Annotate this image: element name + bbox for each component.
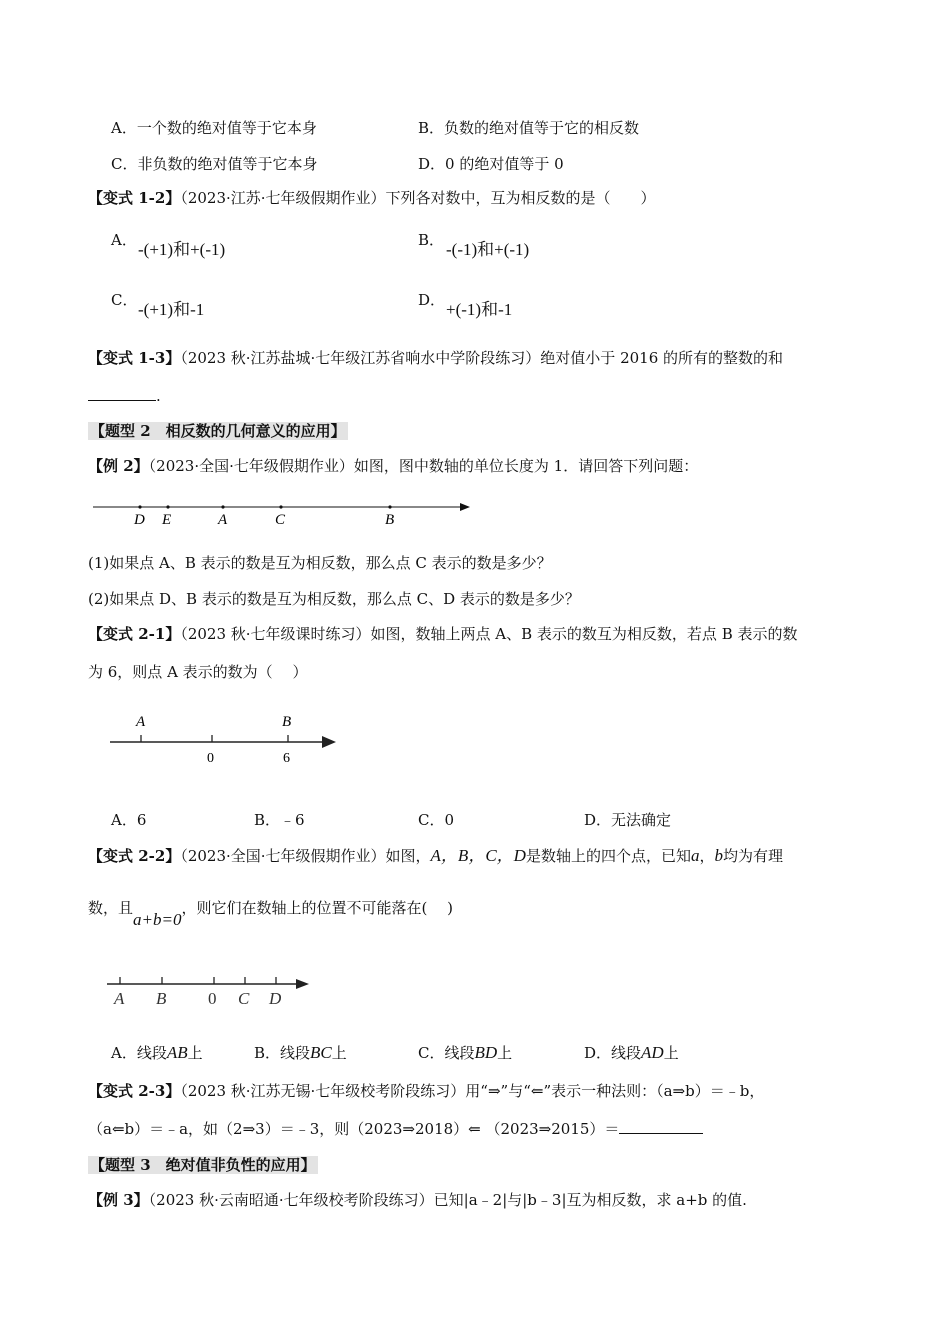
option-d xyxy=(584,1043,679,1063)
section-heading-type3 xyxy=(88,1155,318,1175)
option-a xyxy=(111,1043,203,1063)
question-label: 【变式 1-2】 xyxy=(88,189,181,207)
axis-label-b: B xyxy=(156,989,167,1008)
sub-question-2: (2)如果点 D、B 表示的数是互为相反数，那么点 C、D 表示的数是多少？ xyxy=(88,590,580,608)
option-d-expr: +(-1)和-1 xyxy=(446,300,513,319)
option-b-label: B．线段 xyxy=(254,1044,311,1062)
on-label: 上 xyxy=(331,1044,347,1062)
example-label: 【例 2】 xyxy=(88,457,149,475)
var-a: a xyxy=(690,846,700,865)
axis-point-e: E xyxy=(162,512,172,528)
segment-ad: AD xyxy=(641,1043,664,1062)
question-text-mid: 是数轴上的四个点，已知 xyxy=(525,847,691,865)
example-3 xyxy=(88,1190,747,1210)
option-a-label: A． xyxy=(111,231,137,249)
option-a-expr: -(+1)和+(-1) xyxy=(138,240,226,259)
question-text-post: 均为有理 xyxy=(722,847,783,865)
axis-label-six: 6 xyxy=(283,751,290,766)
option-d: D．0 的绝对值等于 0 xyxy=(418,155,564,173)
line2-post: ，则它们在数轴上的位置不可能落在( ) xyxy=(181,899,453,917)
example-label: 【例 3】 xyxy=(88,1191,149,1209)
segment-bd: BD xyxy=(474,1043,498,1062)
axis-point-b: B xyxy=(385,512,395,528)
option-b-expr: -(-1)和+(-1) xyxy=(446,240,530,259)
option-a-label: A．线段 xyxy=(111,1044,167,1062)
axis-label-zero: 0 xyxy=(207,751,214,766)
line2-pre: 数，且 xyxy=(88,899,134,917)
comma: ， xyxy=(699,847,715,865)
points-expr: A，B，C，D xyxy=(430,846,526,865)
condition-expr: a+b=0 xyxy=(133,910,182,929)
question-v2-3-line2 xyxy=(88,1119,703,1139)
option-a: A．一个数的绝对值等于它本身 xyxy=(111,119,317,137)
question-label: 【变式 2-2】 xyxy=(88,847,181,865)
option-c-expr: -(+1)和-1 xyxy=(138,300,205,319)
option-c: C．0 xyxy=(418,811,455,829)
option-c: C．非负数的绝对值等于它本身 xyxy=(111,155,318,173)
example-text: （2023 秋·云南昭通·七年级校考阶段练习）已知|a﹣2|与|b﹣3|互为相反数，求 a+b 的值. xyxy=(148,1191,747,1209)
question-text-2: （a⇐b）＝﹣a，如（2⇒3）＝﹣3，则（2023⇒2018）⇐ （2023⇒2015）＝ xyxy=(88,1120,620,1138)
option-b-label: B． xyxy=(418,231,445,249)
segment-bc: BC xyxy=(310,1043,332,1062)
section-heading: 【题型 2 相反数的几何意义的应用】 xyxy=(90,422,346,440)
example-text: （2023·全国·七年级假期作业）如图，图中数轴的单位长度为 1．请回答下列问题： xyxy=(148,457,699,475)
axis-label-d: D xyxy=(269,989,282,1008)
option-a: A．6 xyxy=(111,811,147,829)
axis-point-c: C xyxy=(275,512,286,528)
option-c-label: C．线段 xyxy=(418,1044,475,1062)
option-c xyxy=(418,1043,512,1063)
on-label: 上 xyxy=(497,1044,513,1062)
question-text: （2023 秋·江苏盐城·七年级江苏省响水中学阶段练习）绝对值小于 2016 的所有的整数的和 xyxy=(180,349,784,367)
var-b: b xyxy=(714,846,723,865)
segment-ab: AB xyxy=(166,1043,188,1062)
option-b xyxy=(254,1043,347,1063)
option-b: B．负数的绝对值等于它的相反数 xyxy=(418,119,640,137)
on-label: 上 xyxy=(187,1044,203,1062)
option-d-label: D． xyxy=(418,291,446,309)
axis-point-d: D xyxy=(134,512,145,528)
on-label: 上 xyxy=(663,1044,679,1062)
question-text: （2023·江苏·七年级假期作业）下列各对数中，互为相反数的是（ ） xyxy=(180,189,656,207)
question-text: （2023·全国·七年级假期作业）如图， xyxy=(180,847,431,865)
question-v2-3 xyxy=(88,1081,764,1101)
question-text: （2023 秋·江苏无锡·七年级校考阶段练习）用“⇒”与“⇐”表示一种法则：（a⇒b）＝﹣b， xyxy=(180,1082,765,1100)
blank-tail: . xyxy=(156,387,161,405)
question-text: （2023 秋·七年级课时练习）如图，数轴上两点 A、B 表示的数互为相反数，若点 B 表示的数 xyxy=(180,625,798,643)
option-d: D．无法确定 xyxy=(584,811,672,829)
axis-point-a: A xyxy=(218,512,228,528)
option-b: B．﹣6 xyxy=(254,811,305,829)
question-label: 【变式 1-3】 xyxy=(88,349,181,367)
section-heading: 【题型 3 绝对值非负性的应用】 xyxy=(90,1156,316,1174)
option-d-label: D．线段 xyxy=(584,1044,642,1062)
sub-question-1: (1)如果点 A、B 表示的数是互为相反数，那么点 C 表示的数是多少？ xyxy=(88,554,552,572)
option-c-label: C． xyxy=(111,291,138,309)
axis-label-zero: 0 xyxy=(208,989,217,1008)
axis-label-a: A xyxy=(114,989,125,1008)
axis-label-c: C xyxy=(238,989,250,1008)
axis-label-b: B xyxy=(282,714,292,730)
question-label: 【变式 2-3】 xyxy=(88,1082,181,1100)
question-text-2: 为 6，则点 A 表示的数为（ ） xyxy=(88,663,308,681)
axis-label-a: A xyxy=(136,714,146,730)
answer-blank xyxy=(619,1119,703,1134)
question-label: 【变式 2-1】 xyxy=(88,625,181,643)
